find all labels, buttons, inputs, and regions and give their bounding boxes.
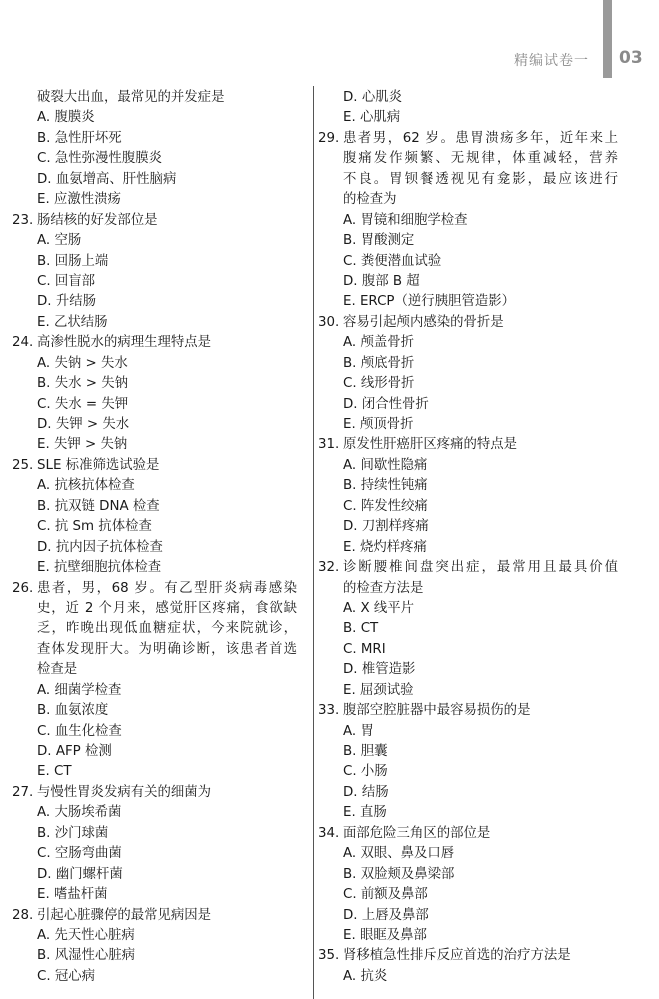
question-text-continued: 腹痛发作频繁、无规律，体重减轻，营养 bbox=[343, 151, 618, 167]
question-text: 面部危险三角区的部位是 bbox=[343, 825, 491, 841]
answer-option: D. AFP 检测 bbox=[37, 744, 112, 759]
page-number: 03 bbox=[619, 48, 643, 68]
question-stem bbox=[318, 946, 618, 966]
answer-option: C. 血生化检查 bbox=[37, 723, 122, 739]
answer-option: E. 心肌病 bbox=[343, 110, 401, 126]
question-text-continued: 检查是 bbox=[37, 662, 78, 678]
answer-option: E. 抗壁细胞抗体检查 bbox=[37, 560, 162, 576]
answer-option: A. 失钠 > 失水 bbox=[37, 355, 128, 371]
question-stem bbox=[12, 783, 297, 803]
question-number: 28. bbox=[12, 907, 34, 923]
answer-option: A. 细菌学检查 bbox=[37, 682, 122, 698]
answer-option: B. CT bbox=[343, 621, 379, 637]
answer-option: E. 烧灼样疼痛 bbox=[343, 539, 427, 555]
answer-option: A. 双眼、鼻及口唇 bbox=[343, 846, 455, 862]
answer-option: B. 回肠上端 bbox=[37, 253, 109, 269]
answer-option: B. 胃酸测定 bbox=[343, 233, 415, 249]
question-stem bbox=[318, 313, 618, 333]
answer-option: E. 颅顶骨折 bbox=[343, 417, 414, 432]
answer-option: D. 闭合性骨折 bbox=[343, 396, 429, 412]
answer-option: B. 双脸颊及鼻梁部 bbox=[343, 866, 455, 882]
question-text: 与慢性胃炎发病有关的细菌为 bbox=[37, 784, 212, 800]
answer-option: E. CT bbox=[37, 764, 72, 780]
answer-option: D. 上唇及鼻部 bbox=[343, 907, 429, 923]
answer-option: A. 抗炎 bbox=[343, 968, 388, 984]
answer-option: C. 阵发性绞痛 bbox=[343, 498, 428, 514]
answer-option: B. 血氨浓度 bbox=[37, 703, 109, 719]
question-text-continued: 查体发现肝大。为明确诊断，该患者首选 bbox=[37, 641, 297, 657]
question-number: 23. bbox=[12, 212, 34, 228]
answer-option: D. 升结肠 bbox=[37, 294, 96, 310]
answer-option: B. 失水 > 失钠 bbox=[37, 376, 128, 392]
question-text-continued: 乏，昨晚出现低血糖症状，今来院就诊， bbox=[37, 621, 297, 637]
answer-option: C. 空肠弯曲菌 bbox=[37, 846, 122, 862]
question-stem bbox=[12, 333, 297, 353]
answer-option: C. 冠心病 bbox=[37, 968, 96, 984]
question-stem bbox=[12, 211, 297, 231]
question-text: 患者男，62 岁。患胃溃疡多年，近年来上 bbox=[343, 130, 618, 146]
question-stem bbox=[318, 824, 618, 844]
question-text: 诊断腰椎间盘突出症，最常用且最具价值 bbox=[343, 560, 618, 576]
question-stem bbox=[12, 906, 297, 926]
question-text: 引起心脏骤停的最常见病因是 bbox=[37, 907, 212, 923]
question-text-continued: 破裂大出血，最常见的并发症是 bbox=[37, 90, 225, 105]
question-text-continued: 的检查为 bbox=[343, 192, 397, 208]
question-text-continued: 史，近 2 个月来，感觉肝区疼痛，食欲缺 bbox=[37, 600, 297, 616]
answer-option: D. 椎管造影 bbox=[343, 662, 416, 678]
question-text: 腹部空腔脏器中最容易损伤的是 bbox=[343, 703, 531, 719]
question-number: 29. bbox=[318, 130, 340, 146]
answer-option: C. 粪便潜血试验 bbox=[343, 253, 442, 269]
answer-option: C. 急性弥漫性腹膜炎 bbox=[37, 151, 162, 167]
question-text: 容易引起颅内感染的骨折是 bbox=[343, 314, 504, 330]
question-stem bbox=[318, 129, 618, 149]
answer-option: C. 线形骨折 bbox=[343, 376, 415, 392]
question-stem bbox=[12, 579, 297, 599]
question-number: 24. bbox=[12, 335, 34, 351]
answer-option: A. 先天性心脏病 bbox=[37, 927, 135, 943]
answer-option: B. 颅底骨折 bbox=[343, 355, 415, 371]
answer-option: B. 抗双链 DNA 检查 bbox=[37, 498, 160, 514]
answer-option: A. X 线平片 bbox=[343, 600, 415, 616]
answer-option: E. 嗜盐杆菌 bbox=[37, 887, 108, 903]
question-text: 患者，男，68 岁。有乙型肝炎病毒感染 bbox=[37, 580, 297, 596]
question-number: 33. bbox=[318, 703, 340, 719]
answer-option: A. 空肠 bbox=[37, 233, 82, 249]
answer-option: E. 应激性溃疡 bbox=[37, 192, 121, 208]
answer-option: C. 抗 Sm 抗体检查 bbox=[37, 519, 152, 535]
answer-option: B. 风湿性心脏病 bbox=[37, 948, 136, 964]
answer-option: E. 眼眶及鼻部 bbox=[343, 927, 427, 943]
question-text: 肠结核的好发部位是 bbox=[37, 212, 158, 228]
answer-option: D. 腹部 B 超 bbox=[343, 273, 420, 289]
answer-option: E. ERCP（逆行胰胆管造影） bbox=[343, 294, 516, 310]
question-text: 高渗性脱水的病理生理特点是 bbox=[37, 335, 212, 351]
question-number: 31. bbox=[318, 437, 340, 453]
question-text: 肾移植急性排斥反应首选的治疗方法是 bbox=[343, 948, 571, 964]
column-divider bbox=[313, 86, 314, 999]
question-number: 25. bbox=[12, 457, 34, 473]
answer-option: D. 失钾 > 失水 bbox=[37, 417, 130, 432]
page-header bbox=[0, 0, 659, 86]
answer-option: A. 腹膜炎 bbox=[37, 110, 95, 126]
answer-option: B. 急性肝坏死 bbox=[37, 130, 122, 146]
answer-option: D. 血氨增高、肝性脑病 bbox=[37, 171, 177, 187]
answer-option: E. 直肠 bbox=[343, 805, 387, 821]
answer-option: A. 间歇性隐痛 bbox=[343, 457, 428, 473]
answer-option: D. 抗内因子抗体检查 bbox=[37, 539, 163, 555]
question-text-continued: 的检查方法是 bbox=[343, 580, 424, 596]
answer-option: E. 乙状结肠 bbox=[37, 314, 108, 330]
question-number: 26. bbox=[12, 580, 34, 596]
answer-option: A. 胃镜和细胞学检查 bbox=[343, 212, 468, 228]
question-text-continued: 不良。胃钡餐透视见有龛影，最应该进行 bbox=[343, 171, 618, 187]
answer-option: C. 回盲部 bbox=[37, 273, 96, 289]
answer-option: C. MRI bbox=[343, 641, 386, 657]
question-stem bbox=[318, 701, 618, 721]
section-tab-marker bbox=[603, 0, 612, 78]
answer-option: D. 幽门螺杆菌 bbox=[37, 866, 123, 882]
answer-option: A. 颅盖骨折 bbox=[343, 335, 414, 351]
question-stem bbox=[12, 456, 297, 476]
question-stem bbox=[318, 558, 618, 578]
answer-option: D. 心肌炎 bbox=[343, 90, 402, 105]
question-number: 34. bbox=[318, 825, 340, 841]
answer-option: B. 持续性钝痛 bbox=[343, 478, 428, 494]
left-column bbox=[12, 88, 297, 987]
answer-option: B. 胆囊 bbox=[343, 744, 388, 759]
question-stem bbox=[318, 435, 618, 455]
answer-option: D. 刀割样疼痛 bbox=[343, 519, 429, 535]
question-number: 35. bbox=[318, 948, 340, 964]
answer-option: A. 抗核抗体检查 bbox=[37, 478, 135, 494]
question-text: 原发性肝癌肝区疼痛的特点是 bbox=[343, 437, 518, 453]
question-number: 32. bbox=[318, 560, 340, 576]
answer-option: A. 大肠埃希菌 bbox=[37, 805, 122, 821]
answer-option: E. 屈颈试验 bbox=[343, 682, 414, 698]
answer-option: C. 小肠 bbox=[343, 764, 388, 780]
right-column bbox=[318, 88, 618, 987]
question-number: 30. bbox=[318, 314, 340, 330]
question-number: 27. bbox=[12, 784, 34, 800]
answer-option: B. 沙门球菌 bbox=[37, 825, 109, 841]
answer-option: D. 结肠 bbox=[343, 784, 389, 800]
section-label: 精编试卷一 bbox=[514, 53, 589, 69]
question-text: SLE 标准筛选试验是 bbox=[37, 457, 160, 473]
answer-option: A. 胃 bbox=[343, 723, 374, 739]
answer-option: C. 失水 = 失钾 bbox=[37, 396, 129, 412]
answer-option: C. 前额及鼻部 bbox=[343, 887, 428, 903]
answer-option: E. 失钾 > 失钠 bbox=[37, 437, 128, 453]
